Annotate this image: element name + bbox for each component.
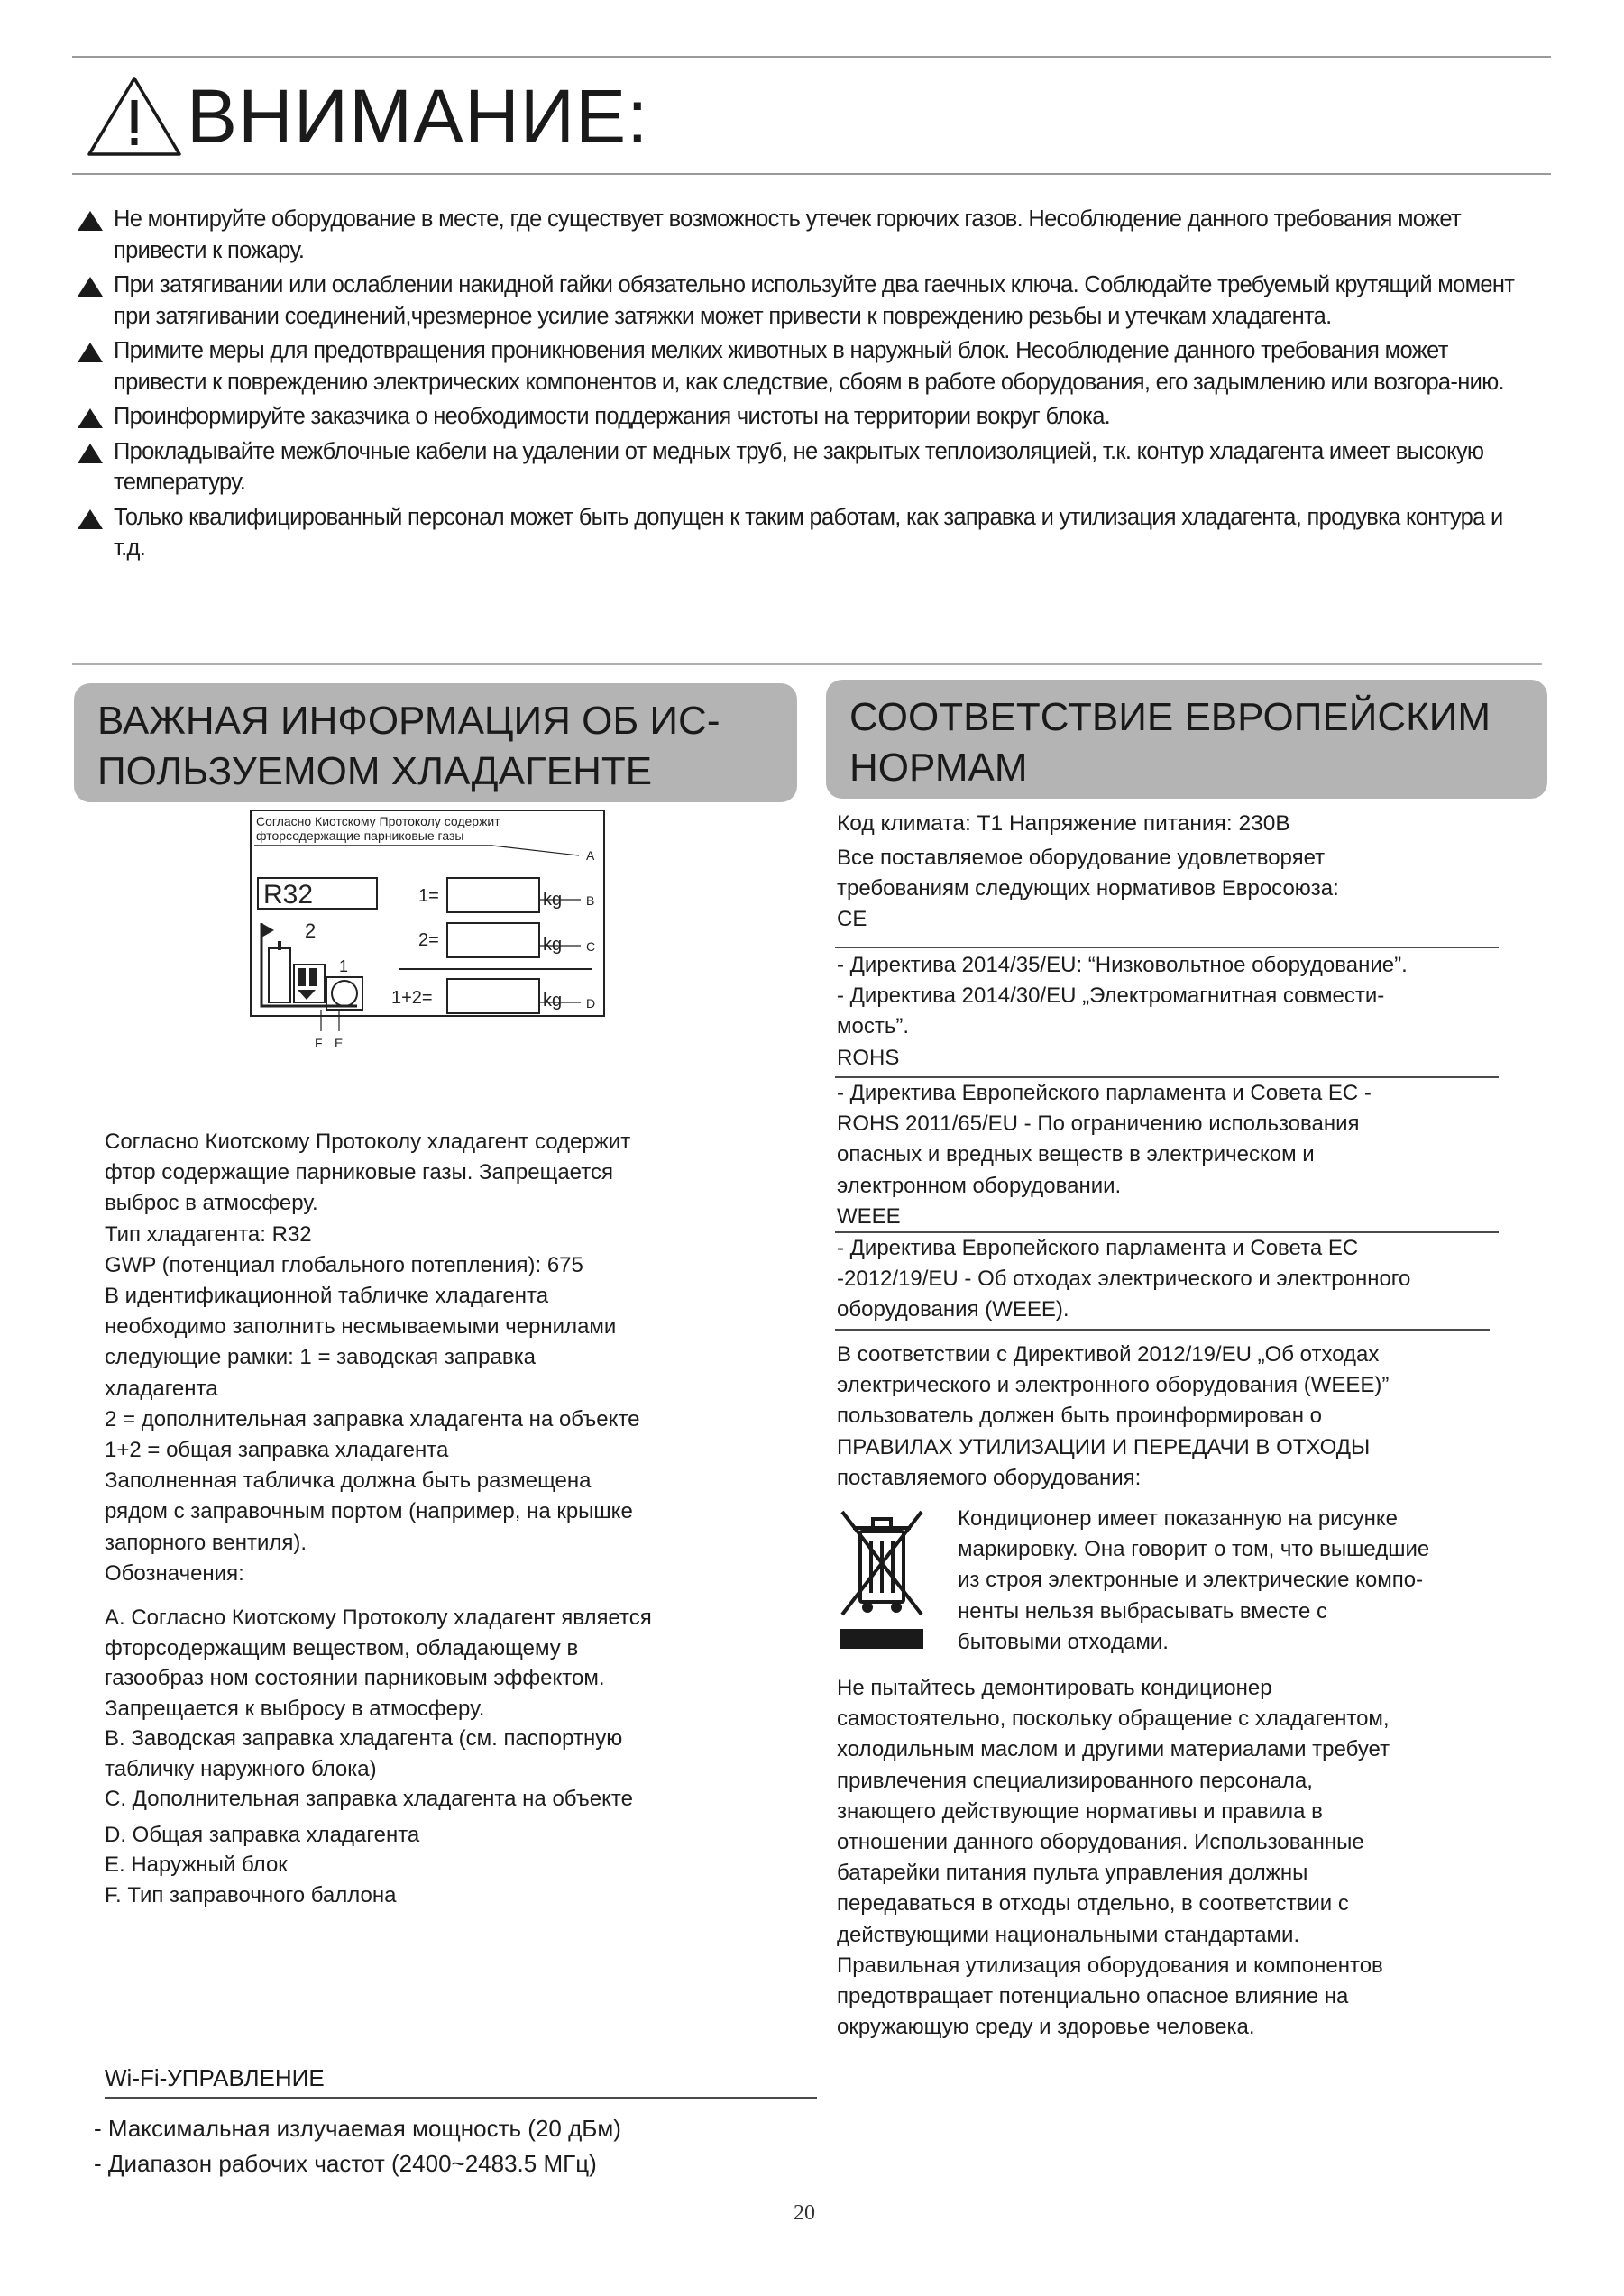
svg-text:1=: 1= <box>418 886 439 906</box>
warning-bullet-icon <box>78 408 103 428</box>
ce-rule <box>835 947 1499 948</box>
disposal-instructions: Не пытайтесь демонтировать кондиционер самостоятельно, поскольку обращение с хладагентом, холодильным маслом и другими материалами требует привлечения специализированного персонала, знающего действующие нормативы и правила в отношении данного оборудования. Использованные батарейки питания пульта управления должны передаваться в отходы отдельно, в соответствии с действующими национальными стандартами. Правильная утилизация оборудования и компонентов предотвращает потенциально опасное влияние на окружающую среду и здоровье человека. <box>837 1676 1390 2040</box>
svg-text:F: F <box>315 1036 323 1050</box>
svg-text:1: 1 <box>339 957 349 975</box>
warning-bullet-icon <box>78 444 103 463</box>
svg-text:kg: kg <box>543 890 563 910</box>
weee-end-rule <box>835 1329 1490 1331</box>
warning-bullet-icon <box>78 277 103 297</box>
warning-bullet-icon <box>78 211 103 231</box>
warning-item: Прокладывайте межблочные кабели на удалении от медных труб, не закрытых теплоизоляцией, т.к. контур хладагента имеет высокую температуру. <box>78 436 1538 499</box>
warning-title: ВНИМАНИЕ: <box>187 74 649 159</box>
weee-notice: В соответствии с Директивой 2012/19/EU „Об отходах электрического и электронного оборудования (WEEE)” пользователь должен быть проинформирован о ПРАВИЛАХ УТИЛИЗАЦИИ И ПЕРЕДАЧИ В ОТХОДЫ поставляемого оборудования: <box>837 1342 1390 1490</box>
warning-item: Проинформируйте заказчика о необходимости поддержания чистоты на территории вокруг блока. <box>78 401 1538 433</box>
svg-text:фторсодержащие парниковые газы: фторсодержащие парниковые газы <box>256 828 464 843</box>
page-number: 20 <box>794 2201 815 2225</box>
svg-text:E: E <box>335 1036 344 1050</box>
ce-label: CE <box>837 907 867 932</box>
svg-text:R32: R32 <box>263 880 314 910</box>
warning-heading <box>86 67 648 166</box>
refrigerant-description: Согласно Киотскому Протоколу хладагент содержит фтор содержащие парниковые газы. Запрещается выброс в атмосферу. Тип хладагента: R32 GWP (потенциал глобального потепления): 675 В идентификационной табличке хладагента необходимо заполнить несмываемыми чернилами следующие рамки: 1 = заводская заправка хладагента 2 = дополнительная заправка хладагента на объекте 1+2 = общая заправка хладагента Заполненная табличка должна быть размещена рядом с заправочным портом (например, на крышке запорного вентиля). Обозначения: <box>105 1130 640 1586</box>
svg-text:C: C <box>586 939 596 954</box>
cylinder-and-outdoor-unit-icon <box>261 919 362 1050</box>
weee-directives: - Директива Европейского парламента и Совета ЕС -2012/19/EU - Об отходах электрического и электронного оборудования (WEEE). <box>837 1236 1411 1322</box>
svg-text:kg: kg <box>543 935 563 955</box>
refrigerant-legend: A. Согласно Киотскому Протоколу хладагент является фторсодержащим веществом, обладающему в газообраз ном состоянии парниковым эффектом. Запрещается к выбросу в атмосферу. B. Заводская заправка хладагента (см. паспортную табличку наружного блока) C. Дополнительная заправка хладагента на объекте D. Общая заправка хладагента E. Наружный блок F. Тип заправочного баллона <box>105 1605 652 1907</box>
svg-text:D: D <box>586 996 596 1011</box>
warning-bullet-icon <box>78 343 103 362</box>
svg-text:Согласно Киотскому Протоколу с: Согласно Киотскому Протоколу содержит <box>256 814 500 828</box>
wifi-specs: - Максимальная излучаемая мощность (20 дБм) - Диапазон рабочих частот (2400~2483.5 МГц) <box>94 2115 621 2177</box>
eu-section-header: СООТВЕТСТВИЕ ЕВРОПЕЙСКИМ НОРМАМ <box>826 680 1547 799</box>
warning-item: Примите меры для предотвращения проникновения мелких животных в наружный блок. Несоблюдение данного требования может привести к повреждению электрических компонентов и, как следствие, сбоям в работе оборудования, его задымлению или возгора-нию. <box>78 335 1538 398</box>
svg-text:2=: 2= <box>418 930 439 950</box>
title-rule <box>72 173 1551 175</box>
weee-label: WEEE <box>837 1203 901 1229</box>
svg-text:A: A <box>586 848 595 863</box>
svg-text:kg: kg <box>543 991 563 1011</box>
eu-intro: Все поставляемое оборудование удовлетворяет требованиям следующих нормативов Евросоюза: CE <box>837 843 1509 936</box>
rohs-directives: - Директива Европейского парламента и Совета ЕС - ROHS 2011/65/EU - По ограничению использования опасных и вредных веществ в электрическом и электронном оборудовании. WEEE <box>837 1078 1509 1232</box>
rohs-label: ROHS <box>837 1045 900 1070</box>
bin-marking-text: Кондиционер имеет показанную на рисунке маркировку. Она говорит о том, что вышедшие из строя электронные и электрические компо- ненты нельзя выбрасывать вместе с бытовыми отходами. <box>958 1506 1430 1654</box>
refrigerant-label-diagram <box>222 806 629 1055</box>
warning-item: При затягивании или ослаблении накидной гайки обязательно используйте два гаечных ключа. Соблюдайте требуемый крутящий момент при затягивании соединений,чрезмерное усилие затяжки может привести к повреждению резьбы и утечкам хладагента. <box>78 270 1538 332</box>
section-rule <box>72 663 1542 665</box>
warning-bullet-icon <box>78 509 103 529</box>
warning-item: Не монтируйте оборудование в месте, где существует возможность утечек горючих газов. Несоблюдение данного требования может привести к пожару. <box>78 204 1538 266</box>
wifi-rule <box>105 2097 817 2099</box>
svg-text:2: 2 <box>305 919 317 942</box>
wifi-section-title: Wi-Fi-УПРАВЛЕНИЕ <box>105 2064 325 2091</box>
top-rule <box>72 56 1551 58</box>
refrigerant-section-header: ВАЖНАЯ ИНФОРМАЦИЯ ОБ ИС- ПОЛЬЗУЕМОМ ХЛАДАГЕНТЕ <box>74 683 797 802</box>
crossed-bin-icon <box>837 1501 927 1652</box>
warning-list <box>78 204 1538 568</box>
climate-code: Код климата: Т1 Напряжение питания: 230В <box>837 811 1290 836</box>
warning-triangle-icon <box>86 73 183 160</box>
svg-text:1+2=: 1+2= <box>391 988 433 1008</box>
svg-text:B: B <box>586 893 595 908</box>
warning-item: Только квалифицированный персонал может быть допущен к таким работам, как заправка и утилизация хладагента, продувка контура и т.д. <box>78 502 1538 564</box>
ce-directives: - Директива 2014/35/EU: “Низковольтное оборудование”. - Директива 2014/30/EU „Электромагнитная совмести- мость”. ROHS <box>837 950 1509 1074</box>
